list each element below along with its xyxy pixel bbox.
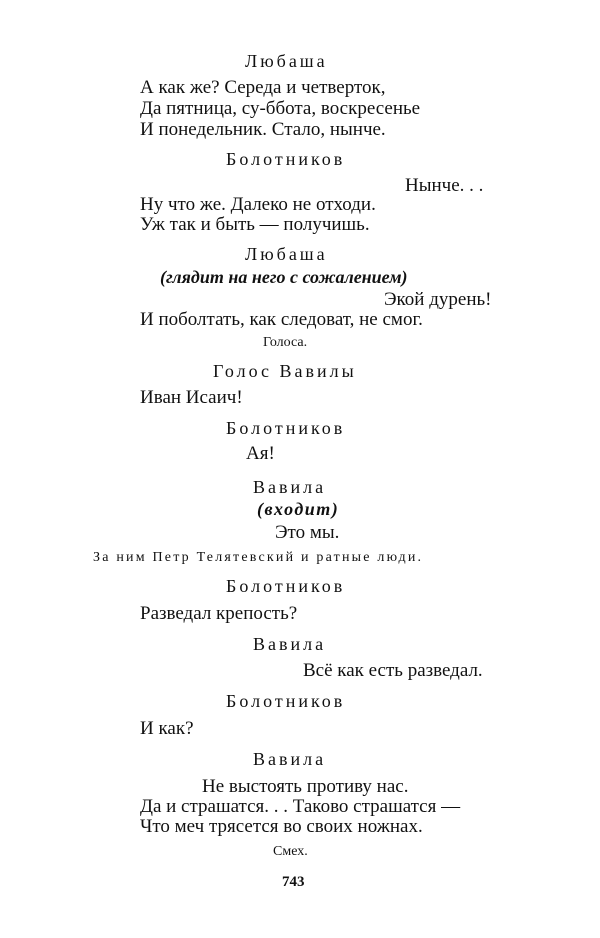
stage-note: За ним Петр Телятевский и ратные люди. xyxy=(93,550,424,565)
speaker-vavila: Вавила xyxy=(253,477,327,497)
verse-line: И как? xyxy=(140,718,194,739)
verse-line: И поболтать, как следоват, не смог. xyxy=(140,309,423,330)
verse-line: Ая! xyxy=(246,443,275,464)
verse-line: И понедельник. Стало, нынче. xyxy=(140,119,386,140)
stage-direction: (глядит на него с сожалением) xyxy=(160,267,408,287)
verse-line: Разведал крепость? xyxy=(140,603,298,624)
verse-line: Что меч трясется во своих ножнах. xyxy=(140,816,423,837)
speaker-bolotnikov: Болотников xyxy=(226,149,346,169)
verse-line: Это мы. xyxy=(275,522,340,543)
speaker-vavila: Вавила xyxy=(253,634,327,654)
verse-line: Всё как есть разведал. xyxy=(303,660,483,681)
verse-line: Экой дурень! xyxy=(384,289,492,310)
speaker-bolotnikov: Болотников xyxy=(226,418,346,438)
verse-line: Нынче. . . xyxy=(405,175,484,196)
page-number: 743 xyxy=(282,874,305,890)
stage-note: Смех. xyxy=(273,844,308,859)
verse-line: Уж так и быть — получишь. xyxy=(140,214,370,235)
stage-direction: (входит) xyxy=(257,499,340,519)
speaker-bolotnikov: Болотников xyxy=(226,576,346,596)
speaker-vavila: Вавила xyxy=(253,749,327,769)
speaker-voice-vavila: Голос Вавилы xyxy=(213,361,357,381)
speaker-lyubasha: Любаша xyxy=(245,244,328,264)
stage-note: Голоса. xyxy=(263,335,308,350)
verse-line: Да пятница, су-ббота, воскресенье xyxy=(140,98,421,119)
verse-line: А как же? Середа и четверток, xyxy=(140,77,386,98)
speaker-lyubasha: Любаша xyxy=(245,51,328,71)
verse-line: Ну что же. Далеко не отходи. xyxy=(140,194,376,215)
verse-line: Да и страшатся. . . Таково страшатся — xyxy=(140,796,461,817)
speaker-bolotnikov: Болотников xyxy=(226,691,346,711)
verse-line: Иван Исаич! xyxy=(140,387,243,408)
verse-line: Не выстоять противу нас. xyxy=(202,776,409,797)
